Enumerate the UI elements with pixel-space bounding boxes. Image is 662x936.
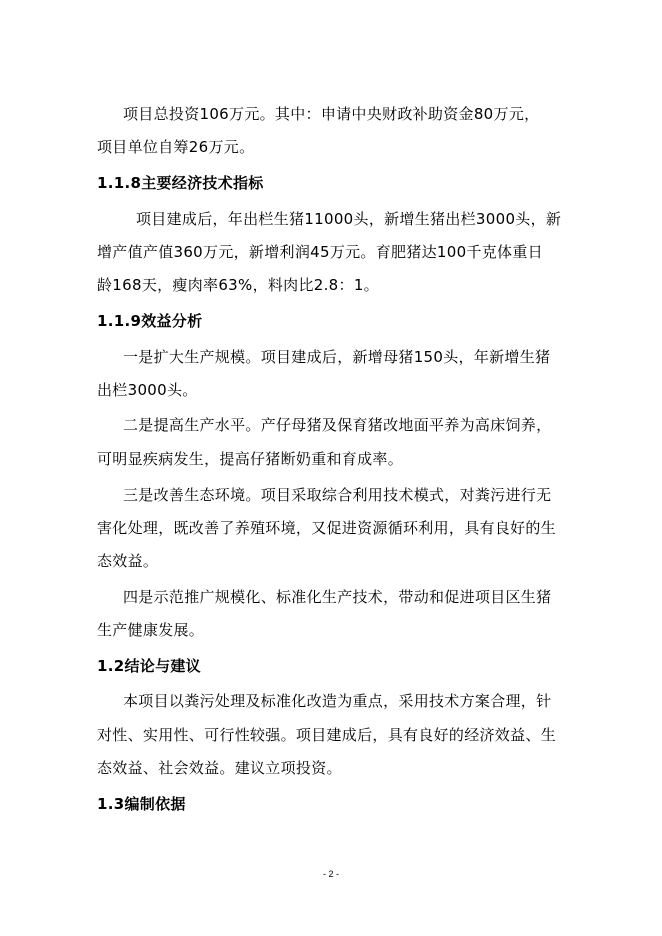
benefit-3-line-1: 三是改善生态环境。项目采取综合利用技术模式，对粪污进行无 bbox=[123, 486, 552, 504]
page-number: - 2 - bbox=[322, 869, 339, 879]
benefit-2-line-1: 二是提高生产水平。产仔母猪及保育猪改地面平养为高床饲养， bbox=[123, 416, 552, 434]
benefit-2-line-2: 可明显疾病发生，提高仔猪断奶重和育成率。 bbox=[97, 450, 404, 468]
benefit-4-line-2: 生产健康发展。 bbox=[97, 621, 205, 639]
conclusion-line-3: 态效益、社会效益。建议立项投资。 bbox=[97, 759, 342, 777]
investment-line-1: 项目总投资106万元。其中：申请中央财政补助资金80万元， bbox=[123, 105, 540, 123]
indicators-line-2: 增产值产值360万元，新增利润45万元。育肥猪达100千克体重日 bbox=[97, 243, 543, 261]
investment-line-2: 项目单位自筹26万元。 bbox=[97, 138, 255, 156]
conclusion-line-1: 本项目以粪污处理及标准化改造为重点，采用技术方案合理，针 bbox=[123, 692, 552, 710]
benefit-1-line-2: 出栏3000头。 bbox=[97, 381, 198, 399]
section-heading-1-1-9: 1.1.9效益分析 bbox=[97, 312, 203, 330]
conclusion-line-2: 对性、实用性、可行性较强。项目建成后，具有良好的经济效益、生 bbox=[97, 726, 557, 744]
section-heading-1-2: 1.2结论与建议 bbox=[97, 657, 201, 675]
section-heading-1-3: 1.3编制依据 bbox=[97, 795, 186, 813]
indicators-line-1: 项目建成后，年出栏生猪11000头，新增生猪出栏3000头，新 bbox=[136, 210, 562, 228]
benefit-4-line-1: 四是示范推广规模化、标准化生产技术，带动和促进项目区生猪 bbox=[123, 588, 552, 606]
benefit-1-line-1: 一是扩大生产规模。项目建成后，新增母猪150头，年新增生猪 bbox=[123, 348, 551, 366]
benefit-3-line-2: 害化处理，既改善了养殖环境，又促进资源循环利用，具有良好的生 bbox=[97, 519, 557, 537]
benefit-3-line-3: 态效益。 bbox=[97, 552, 159, 570]
indicators-line-3: 龄168天，瘦肉率63%，料肉比2.8：1。 bbox=[97, 276, 379, 294]
section-heading-1-1-8: 1.1.8主要经济技术指标 bbox=[97, 174, 264, 192]
